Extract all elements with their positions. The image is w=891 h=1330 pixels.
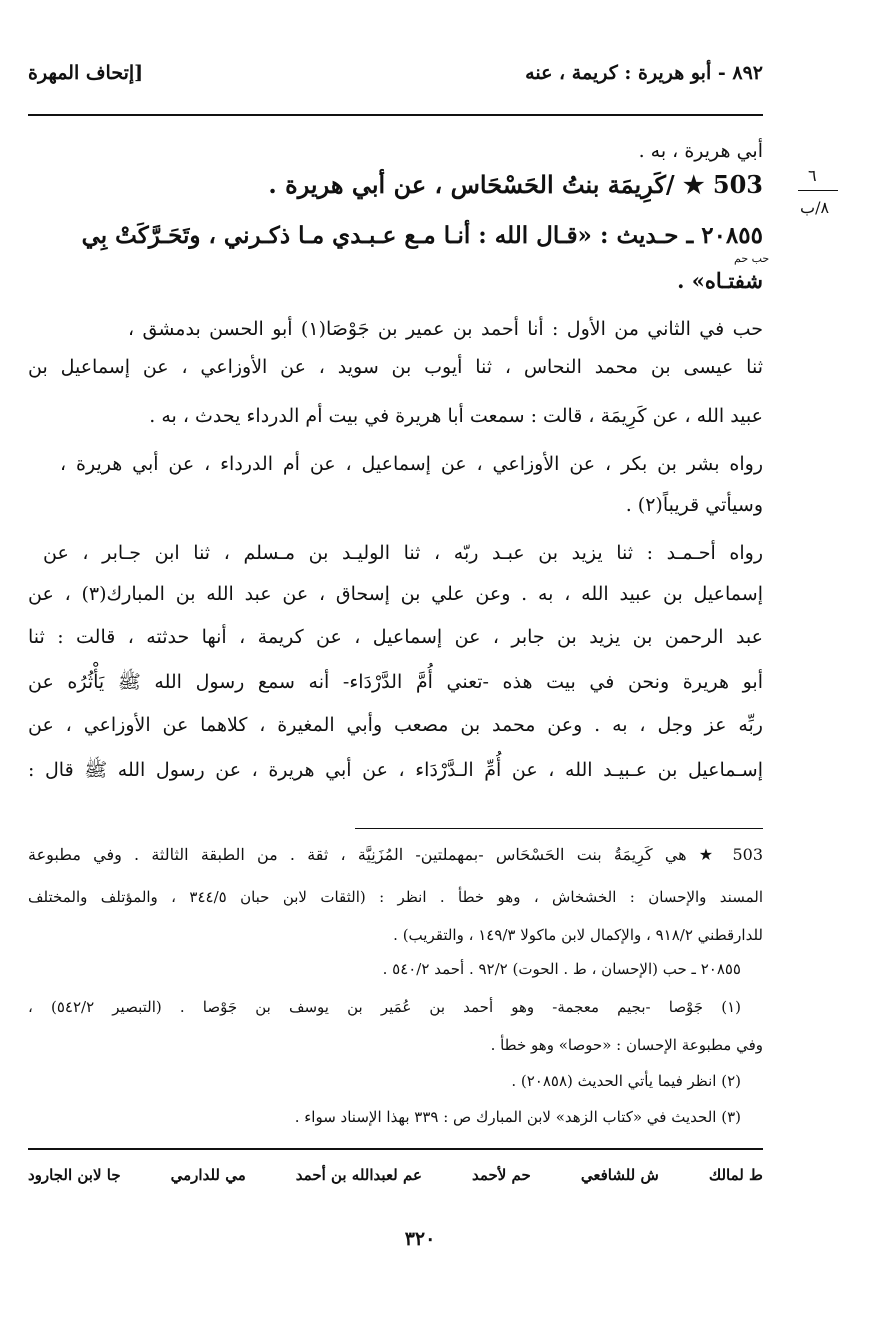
footnote-line: (١) جَوْصا -بجيم معجمة- وهو أحمد بن عُمَير بن يوسف بن جَوْصا . (التبصير ٥٤٢/٢) ، bbox=[28, 998, 741, 1016]
sigla-item: مي للدارمي bbox=[170, 1166, 246, 1184]
margin-folio-side: ٨/ب bbox=[800, 198, 830, 217]
footnote-line: (٢) انظر فيما يأتي الحديث (٢٠٨٥٨) . bbox=[511, 1072, 741, 1090]
page-number: ٣٢٠ bbox=[404, 1228, 436, 1250]
paragraph-line: أبو هريرة ونحن في بيت هذه -تعني أُمَّ الدَّرْدَاء- أنه سمع رسول الله ﷺ يَأْثُرُه عن bbox=[28, 671, 763, 693]
paragraph-line: عبيد الله ، عن كَرِيمَة ، قالت : سمعت أبا هريرة في بيت أم الدرداء يحدث ، به . bbox=[149, 405, 763, 427]
sigla-item: ش للشافعي bbox=[580, 1166, 659, 1184]
paragraph-line: ربِّه عز وجل ، به . وعن محمد بن مصعب وأبي المغيرة ، كلاهما عن الأوزاعي ، عن bbox=[28, 714, 763, 736]
paragraph-line: وسيأتي قريباً(٢) . bbox=[625, 494, 763, 516]
paragraph-line: رواه بشر بن بكر ، عن الأوزاعي ، عن إسماعيل ، عن أم الدرداء ، عن أبي هريرة ، bbox=[60, 453, 763, 475]
sigla-item: حم لأحمد bbox=[471, 1166, 531, 1184]
running-header-title: ٨٩٢ - أبو هريرة : كريمة ، عنه bbox=[525, 62, 763, 84]
hadith-heading-end: شفتـاه» . bbox=[677, 268, 763, 293]
hadith-heading: ٢٠٨٥٥ ـ حـديث : «قـال الله : أنـا مـع عـبـدي مـا ذكـرني ، وتَحَـرَّكَتْ بِي bbox=[81, 222, 763, 249]
paragraph-line: ثنا عيسى بن محمد النحاس ، ثنا أيوب بن سويد ، عن الأوزاعي ، عن إسماعيل بن bbox=[28, 356, 763, 378]
footnote-line: وفي مطبوعة الإحسان : «حوصا» وهو خطأ . bbox=[490, 1036, 763, 1054]
footnote-rule bbox=[355, 828, 763, 829]
paragraph-line: عبد الرحمن بن يزيد بن جابر ، عن إسماعيل ، عن كريمة ، أنها حدثته ، قالت : ثنا bbox=[28, 626, 763, 648]
margin-folio-number: ٦ bbox=[808, 166, 817, 185]
footnote-line: للدارقطني ٩١٨/٢ ، والإكمال لابن ماكولا ١٤٩/٣ ، والتقريب) . bbox=[393, 926, 763, 944]
footnote-line: 503 ★ هي كَرِيمَةُ بنت الحَسْحَاس -بمهملتين- المُزَنِيَّة ، ثقة . من الطبقة الثالثة . وفي مطبوعة bbox=[28, 845, 763, 864]
paragraph-line: حب في الثاني من الأول : أنا أحمد بن عمير بن جَوْصَا(١) أبو الحسن بدمشق ، bbox=[128, 318, 763, 340]
paragraph-line: إسماعيل بن عبيد الله ، به . وعن علي بن إسحاق ، عن عبد الله بن المبارك(٣) ، عن bbox=[28, 583, 763, 605]
sigla-item: عم لعبدالله بن أحمد bbox=[295, 1166, 422, 1184]
header-rule bbox=[28, 114, 763, 116]
running-header-book: [إتحاف المهرة bbox=[28, 62, 144, 84]
sigla-item: ط لمالك bbox=[708, 1166, 763, 1184]
sigla-item: جا لابن الجارود bbox=[28, 1166, 121, 1184]
sigla-key bbox=[28, 1166, 763, 1184]
sigla-rule bbox=[28, 1148, 763, 1150]
footnote-line: ٢٠٨٥٥ ـ حب (الإحسان ، ط . الحوت) ٩٢/٢ . أحمد ٥٤٠/٢ . bbox=[382, 960, 741, 978]
footnote-line: المسند والإحسان : الخشخاش ، وهو خطأ . انظر : (الثقات لابن حبان ٣٤٤/٥ ، والمؤتلف والمختلف bbox=[28, 888, 763, 906]
body-line-continuation: أبي هريرة ، به . bbox=[638, 140, 763, 162]
paragraph-line: رواه أحـمـد : ثنا يزيد بن عبـد ربّه ، ثنا الوليـد بن مـسلم ، ثنا ابن جـابر ، عن bbox=[43, 542, 763, 564]
hadith-sigla: حب حم bbox=[734, 252, 770, 265]
margin-folio-rule bbox=[798, 190, 838, 191]
footnote-line: (٣) الحديث في «كتاب الزهد» لابن المبارك ص : ٣٣٩ بهذا الإسناد سواء . bbox=[294, 1108, 741, 1126]
entry-title: 503 ★ /كَرِيمَة بنتُ الحَسْحَاس ، عن أبي هريرة . bbox=[268, 170, 763, 199]
paragraph-line: إسـماعيل بن عـبيـد الله ، عن أُمِّ الـدَّرْدَاء ، عن أبي هريرة ، عن رسول الله ﷺ قال : bbox=[28, 759, 763, 781]
